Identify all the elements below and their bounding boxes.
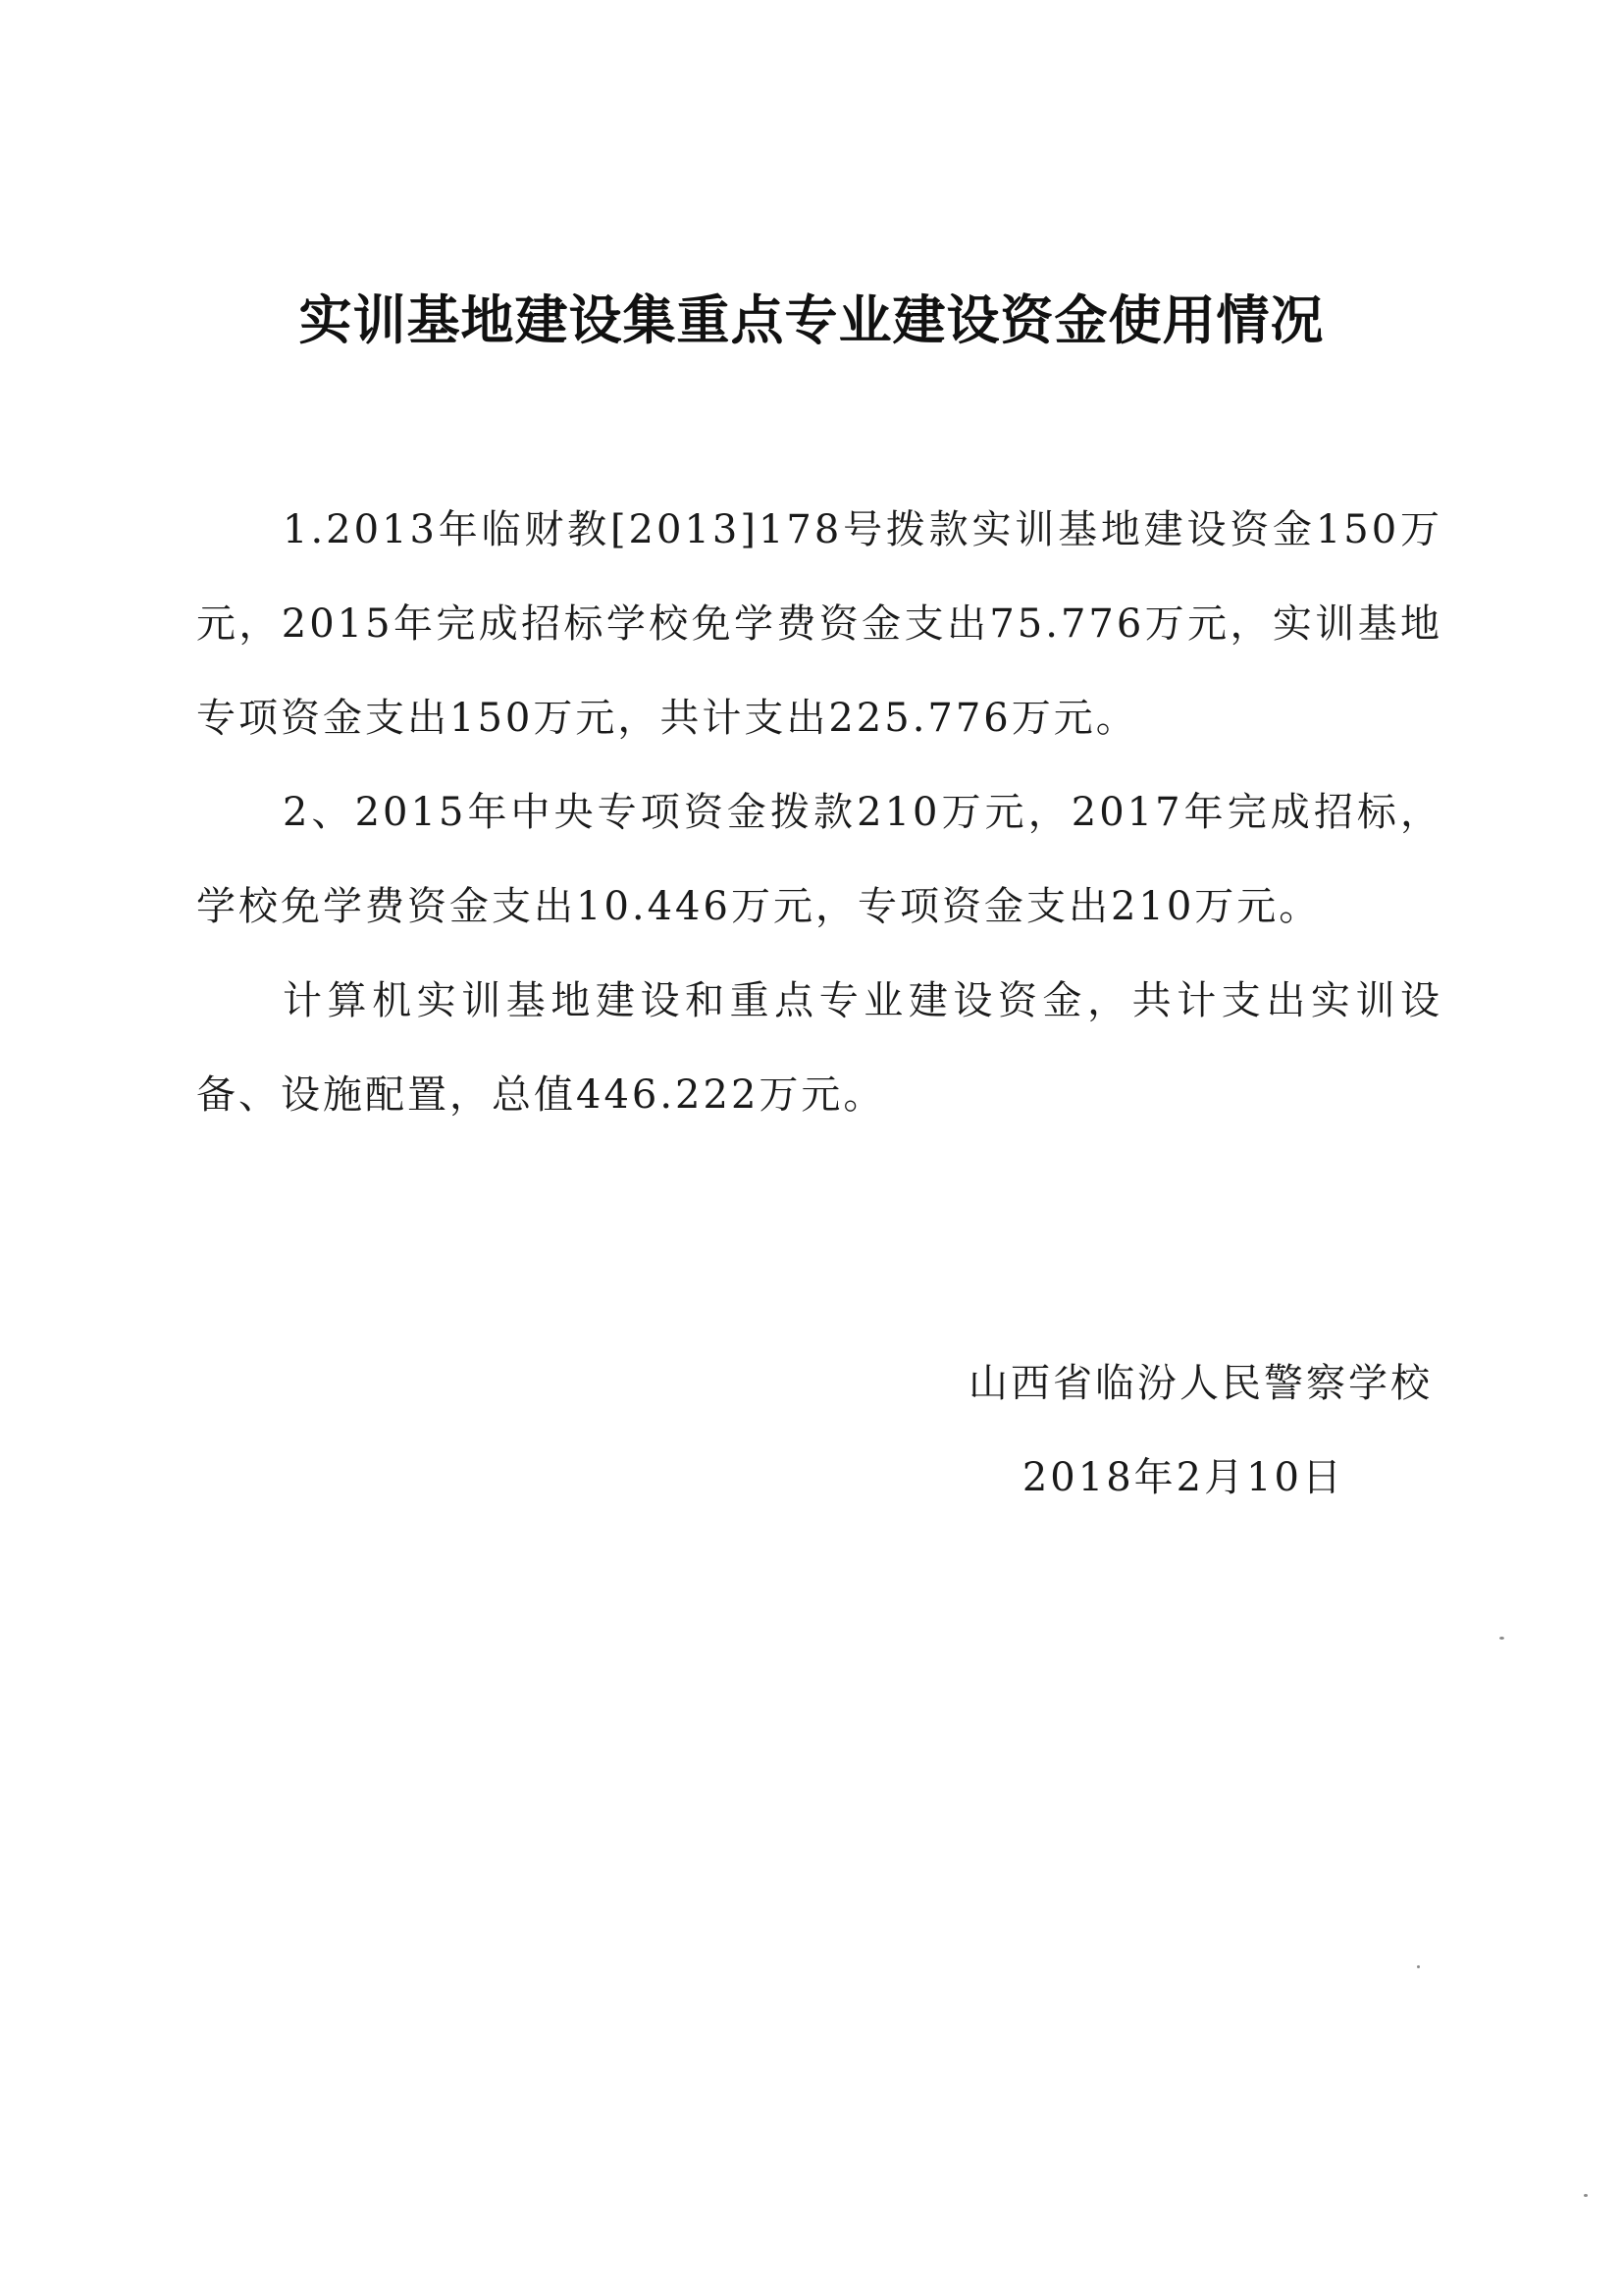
paragraph-3: 计算机实训基地建设和重点专业建设资金，共计支出实训设备、设施配置，总值446.222万元。 <box>196 978 1442 1118</box>
scan-speck <box>1584 2194 1588 2197</box>
signature-organization: 山西省临汾人民警察学校 <box>969 1361 1433 1406</box>
paragraph-2: 2、2015年中央专项资金拨款210万元，2017年完成招标，学校免学费资金支出10.446万元，专项资金支出210万元。 <box>196 790 1442 929</box>
paragraph-1: 1.2013年临财教[2013]178号拨款实训基地建设资金150万元，2015年完成招标学校免学费资金支出75.776万元，实训基地专项资金支出150万元，共计支出225.776万元。 <box>196 507 1442 741</box>
scan-speck <box>1499 1637 1504 1640</box>
scan-speck <box>1417 1965 1420 1968</box>
signature-date: 2018年2月10日 <box>1021 1455 1344 1500</box>
document-body <box>196 483 1442 1142</box>
document-title: 实训基地建设集重点专业建设资金使用情况 <box>298 289 1325 351</box>
signature-block <box>883 1336 1433 1525</box>
